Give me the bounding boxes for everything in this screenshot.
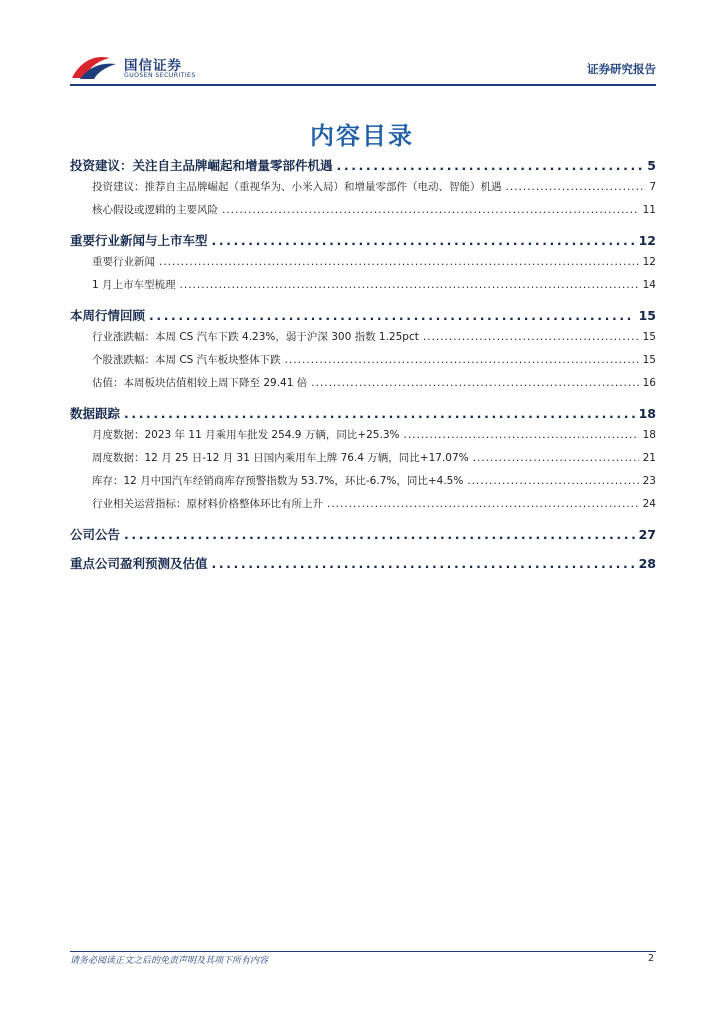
toc-entry-title: 1 月上市车型梳理 bbox=[92, 279, 176, 291]
table-of-contents bbox=[70, 150, 656, 577]
toc-subsection-entry[interactable] bbox=[70, 375, 656, 398]
toc-subsection-entry[interactable] bbox=[70, 496, 656, 519]
report-type-label: 证券研究报告 bbox=[587, 62, 656, 76]
toc-entry-title: 重要行业新闻与上市车型 bbox=[70, 233, 208, 248]
toc-section-entry[interactable] bbox=[70, 150, 656, 179]
toc-entry-page: 24 bbox=[642, 498, 656, 510]
toc-entry-page: 5 bbox=[647, 158, 656, 173]
toc-entry-page: 7 bbox=[649, 181, 656, 193]
toc-dot-leader bbox=[212, 233, 635, 248]
toc-dot-leader bbox=[149, 308, 635, 323]
logo-chinese-name: 国信证券 bbox=[124, 58, 182, 74]
toc-entry-page: 18 bbox=[642, 429, 656, 441]
toc-entry-title: 个股涨跌幅：本周 CS 汽车板块整体下跌 bbox=[92, 354, 281, 366]
toc-subsection-entry[interactable] bbox=[70, 202, 656, 225]
toc-entry-page: 15 bbox=[642, 331, 656, 343]
page-number: 2 bbox=[647, 953, 654, 964]
toc-entry-title: 估值：本周板块估值相较上周下降至 29.41 倍 bbox=[92, 377, 308, 389]
toc-subsection-entry[interactable] bbox=[70, 427, 656, 450]
toc-dot-leader bbox=[180, 279, 639, 291]
toc-entry-title: 投资建议：推荐自主品牌崛起（重视华为、小米入局）和增量零部件（电动、智能）机遇 bbox=[92, 181, 502, 193]
guosen-logo bbox=[70, 50, 270, 84]
toc-dot-leader bbox=[423, 331, 639, 343]
toc-entry-page: 11 bbox=[642, 204, 656, 216]
toc-entry-page: 12 bbox=[638, 233, 656, 248]
toc-dot-leader bbox=[285, 354, 639, 366]
toc-dot-leader bbox=[473, 452, 639, 464]
toc-section-entry[interactable] bbox=[70, 225, 656, 254]
toc-entry-title: 公司公告 bbox=[70, 527, 121, 542]
logo-english-name: GUOSEN SECURITIES bbox=[124, 72, 196, 79]
toc-dot-leader bbox=[124, 406, 635, 421]
toc-dot-leader bbox=[467, 475, 638, 487]
toc-subsection-entry[interactable] bbox=[70, 450, 656, 473]
toc-dot-leader bbox=[222, 204, 639, 216]
guosen-logo-mark-icon bbox=[70, 52, 118, 82]
toc-section-entry[interactable] bbox=[70, 300, 656, 329]
toc-dot-leader bbox=[124, 527, 635, 542]
toc-entry-title: 重要行业新闻 bbox=[92, 256, 155, 268]
toc-entry-page: 12 bbox=[642, 256, 656, 268]
toc-section-entry[interactable] bbox=[70, 548, 656, 577]
page-header bbox=[70, 48, 656, 84]
toc-entry-title: 库存：12 月中国汽车经销商库存预警指数为 53.7%，环比-6.7%，同比+4.5% bbox=[92, 475, 464, 487]
toc-subsection-entry[interactable] bbox=[70, 329, 656, 352]
toc-entry-page: 16 bbox=[642, 377, 656, 389]
toc-dot-leader bbox=[403, 429, 638, 441]
toc-subsection-entry[interactable] bbox=[70, 473, 656, 496]
footer-disclaimer: 请务必阅读正文之后的免责声明及其项下所有内容 bbox=[70, 956, 269, 966]
toc-dot-leader bbox=[506, 181, 646, 193]
toc-entry-title: 核心假设或逻辑的主要风险 bbox=[92, 204, 218, 216]
toc-entry-page: 14 bbox=[642, 279, 656, 291]
toc-entry-title: 数据跟踪 bbox=[70, 406, 121, 421]
toc-entry-page: 21 bbox=[642, 452, 656, 464]
toc-dot-leader bbox=[337, 158, 644, 173]
toc-section-entry[interactable] bbox=[70, 519, 656, 548]
toc-entry-title: 周度数据：12 月 25 日-12 月 31 日国内乘用车上牌 76.4 万辆，同比+17.07% bbox=[92, 452, 469, 464]
toc-entry-title: 投资建议：关注自主品牌崛起和增量零部件机遇 bbox=[70, 158, 333, 173]
header-divider bbox=[70, 84, 656, 86]
toc-entry-page: 18 bbox=[638, 406, 656, 421]
toc-entry-title: 重点公司盈利预测及估值 bbox=[70, 556, 208, 571]
toc-dot-leader bbox=[327, 498, 639, 510]
toc-section-entry[interactable] bbox=[70, 398, 656, 427]
toc-entry-page: 15 bbox=[638, 308, 656, 323]
toc-entry-title: 月度数据：2023 年 11 月乘用车批发 254.9 万辆，同比+25.3% bbox=[92, 429, 400, 441]
toc-subsection-entry[interactable] bbox=[70, 254, 656, 277]
toc-dot-leader bbox=[311, 377, 638, 389]
toc-title: 内容目录 bbox=[310, 122, 414, 150]
toc-entry-page: 23 bbox=[642, 475, 656, 487]
footer-divider bbox=[70, 951, 656, 952]
toc-entry-page: 28 bbox=[638, 556, 656, 571]
toc-entry-title: 本周行情回顾 bbox=[70, 308, 146, 323]
toc-entry-page: 27 bbox=[638, 527, 656, 542]
toc-dot-leader bbox=[212, 556, 635, 571]
toc-subsection-entry[interactable] bbox=[70, 352, 656, 375]
toc-entry-title: 行业相关运营指标：原材料价格整体环比有所上升 bbox=[92, 498, 323, 510]
toc-dot-leader bbox=[159, 256, 639, 268]
toc-entry-page: 15 bbox=[642, 354, 656, 366]
toc-subsection-entry[interactable] bbox=[70, 277, 656, 300]
toc-subsection-entry[interactable] bbox=[70, 179, 656, 202]
toc-entry-title: 行业涨跌幅：本周 CS 汽车下跌 4.23%，弱于沪深 300 指数 1.25pct bbox=[92, 331, 419, 343]
